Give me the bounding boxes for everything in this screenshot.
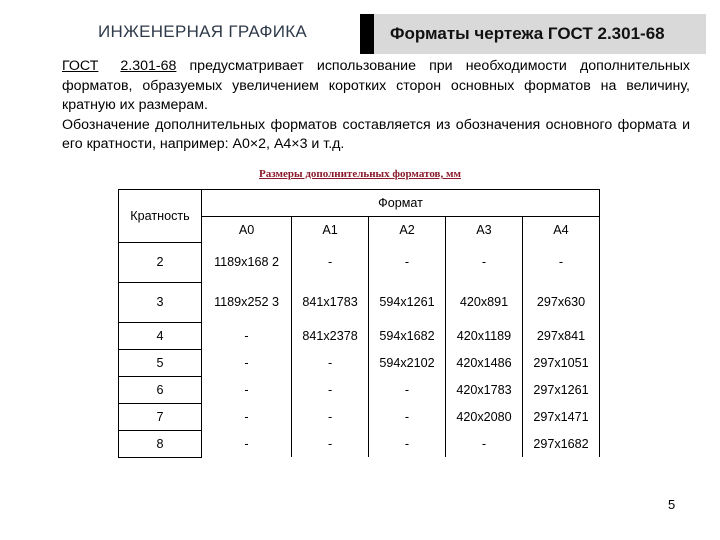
multiplicity-cell: 2 [119,242,202,282]
gost-number: 2.301-68 [120,58,177,74]
size-cell: 297x1471 [522,403,599,430]
multiplicity-cell: 7 [119,403,202,430]
size-cell: - [369,376,446,403]
paragraph-2: Обозначение дополнительных форматов составляется из обозначения основного формата и его кратности, например: А0×2, А4×3 и т.д. [62,116,690,152]
size-cell: - [292,430,369,457]
size-cell: 841x2378 [292,322,369,349]
table-row [119,282,600,322]
size-cell: 1189x168 2 [202,242,292,282]
size-cell: - [292,403,369,430]
size-cell: - [369,242,446,282]
formats-table [118,189,600,458]
header-format: Формат [202,190,600,217]
table-row [119,242,600,282]
size-cell: 297x1261 [522,376,599,403]
size-cell: - [202,376,292,403]
gost-word: ГОСТ [62,58,99,74]
size-cell: 297x841 [522,322,599,349]
size-cell: - [446,242,523,282]
size-cell: - [202,403,292,430]
table-row [119,322,600,349]
size-cell: - [292,349,369,376]
size-cell: 1189x252 3 [202,282,292,322]
size-cell: - [202,349,292,376]
size-cell: - [292,376,369,403]
size-cell: - [292,242,369,282]
multiplicity-cell: 8 [119,430,202,457]
size-cell: - [522,242,599,282]
header-multiplicity: Кратность [119,190,202,243]
table-row [119,349,600,376]
size-cell: 297x630 [522,282,599,322]
size-cell: 841x1783 [292,282,369,322]
size-cell: - [202,322,292,349]
table-row [119,376,600,403]
slide-title: Форматы чертежа ГОСТ 2.301-68 [390,24,665,43]
size-cell: 594x2102 [369,349,446,376]
multiplicity-cell: 3 [119,282,202,322]
size-cell: - [369,403,446,430]
size-cell: - [446,430,523,457]
size-cell: - [202,430,292,457]
page-number: 5 [668,497,676,512]
multiplicity-cell: 6 [119,376,202,403]
format-header-a0: А0 [202,217,292,243]
table-row [119,403,600,430]
format-header-a2: А2 [369,217,446,243]
size-cell: 297x1682 [522,430,599,457]
size-cell: 420x1189 [446,322,523,349]
format-header-a1: А1 [292,217,369,243]
size-cell: 594x1682 [369,322,446,349]
format-header-a4: А4 [522,217,599,243]
size-cell: 594x1261 [369,282,446,322]
size-cell: 420x2080 [446,403,523,430]
size-cell: - [369,430,446,457]
slide-title-banner [360,14,706,54]
table-row [119,430,600,457]
size-cell: 420x1486 [446,349,523,376]
multiplicity-cell: 4 [119,322,202,349]
course-title: ИНЖЕНЕРНАЯ ГРАФИКА [98,22,308,41]
size-cell: 420x1783 [446,376,523,403]
size-cell: 420x891 [446,282,523,322]
format-header-a3: А3 [446,217,523,243]
body-text [62,57,690,155]
paragraph-1-rest: предусматривает использование при необходимости дополнительных форматов, образуемых увеличением коротких сторон основных форматов на величину, кратную их размерам. [62,58,690,113]
multiplicity-cell: 5 [119,349,202,376]
table-caption: Размеры дополнительных форматов, мм [259,168,461,180]
size-cell: 297x1051 [522,349,599,376]
